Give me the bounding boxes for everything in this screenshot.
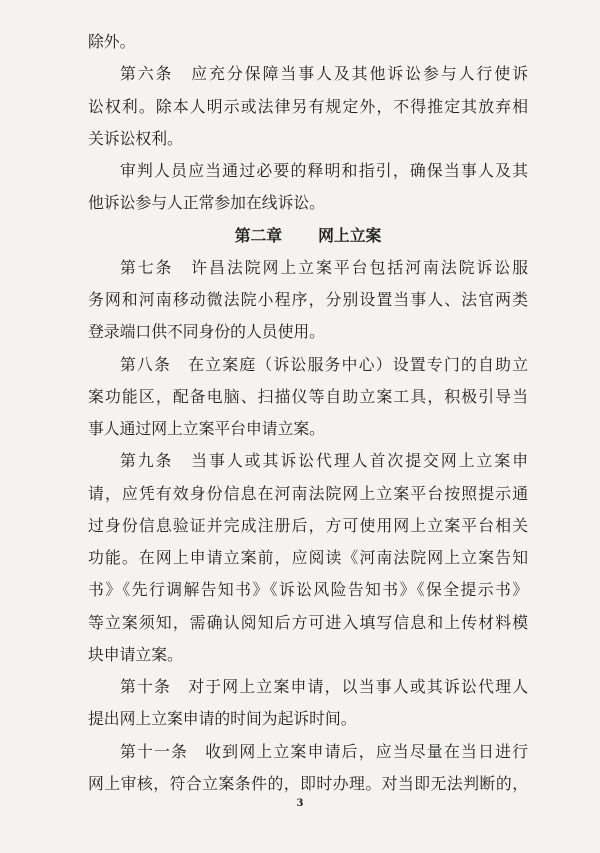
chapter-title: 网上立案: [318, 226, 382, 245]
text-line: 案功能区，配备电脑、扫描仪等自助立案工具，积极引导当: [88, 387, 528, 406]
text-line: 块申请立案。: [88, 645, 183, 664]
text-line: 事人通过网上立案平台申请立案。: [88, 419, 325, 438]
text-line: 提出网上立案申请的时间为起诉时间。: [88, 709, 357, 728]
text-line: 书》《先行调解告知书》《诉讼风险告知书》《保全提示书》: [88, 580, 528, 599]
text-line: 等立案须知，需确认阅知后方可进入填写信息和上传材料模: [88, 613, 528, 632]
text-line: 功能。在网上申请立案前，应阅读《河南法院网上立案告知: [88, 548, 528, 567]
article-7-line: 第七条 许昌法院网上立案平台包括河南法院诉讼服: [120, 258, 528, 277]
article-10-line: 第十条 对于网上立案申请，以当事人或其诉讼代理人: [120, 677, 528, 696]
chapter-number: 第二章: [234, 226, 283, 245]
text-line: 请，应凭有效身份信息在河南法院网上立案平台按照提示通: [88, 484, 528, 503]
text-line: 登录端口供不同身份的人员使用。: [88, 322, 325, 341]
text-line: 他诉讼参与人正常参加在线诉讼。: [88, 193, 325, 212]
text-line: 讼权利。除本人明示或法律另有规定外，不得推定其放弃相: [88, 97, 528, 116]
text-line: 除外。: [88, 32, 136, 51]
text-line: 关诉讼权利。: [88, 129, 183, 148]
chapter-heading: [88, 226, 528, 246]
text-line: 审判人员应当通过必要的释明和指引，确保当事人及其: [120, 161, 528, 180]
text-line: 务网和河南移动微法院小程序，分别设置当事人、法官两类: [88, 290, 528, 309]
page-number: 3: [296, 798, 304, 809]
text-line: 过身份信息验证并完成注册后，方可使用网上立案平台相关: [88, 516, 528, 535]
article-8-line: 第八条 在立案庭（诉讼服务中心）设置专门的自助立: [120, 355, 528, 374]
article-9-line: 第九条 当事人或其诉讼代理人首次提交网上立案申: [120, 451, 528, 470]
article-11-line: 第十一条 收到网上立案申请后，应当尽量在当日进行: [120, 742, 528, 761]
article-6-line: 第六条 应充分保障当事人及其他诉讼参与人行使诉: [120, 64, 528, 83]
text-line: 网上审核，符合立案条件的，即时办理。对当即无法判断的，: [88, 774, 528, 793]
